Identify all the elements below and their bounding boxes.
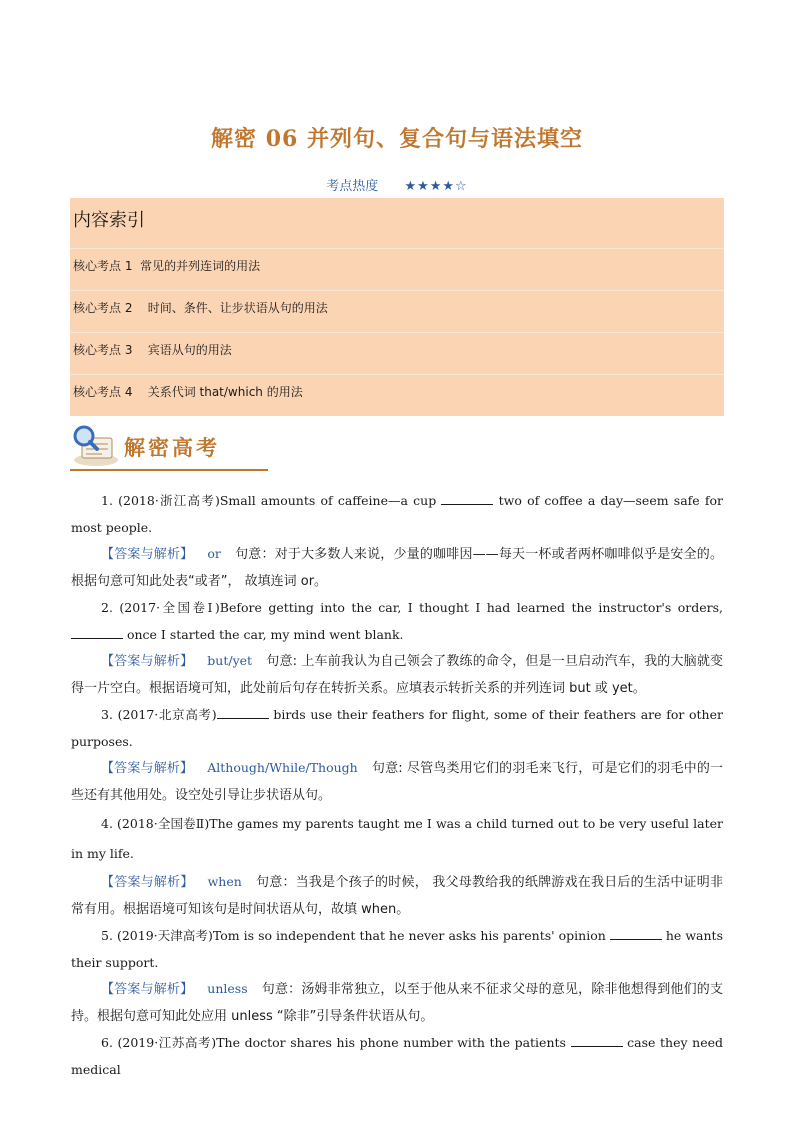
answer-value: unless (207, 981, 248, 996)
index-item: 核心考点 1 常见的并列连词的用法 (70, 249, 724, 291)
question-item: 5. (2019·天津高考)Tom is so independent that he never asks his parents' opinion he wants their support. (71, 928, 723, 970)
section-title: 解密高考 (124, 435, 220, 460)
explanation: 句意：当我是个孩子的时候， 我父母教给我的纸牌游戏在我日后的生活中证明非常有用。根据语境可知该句是时间状语从句，故填 when。 (71, 875, 723, 917)
section-underline (70, 469, 268, 471)
heat-label: 考点热度 (326, 179, 379, 194)
answer-tag: 【答案与解析】 (101, 761, 194, 776)
question-item: 1. (2018·浙江高考)Small amounts of caffeine—a cup two of coffee a day—seem safe for most people. (71, 493, 724, 535)
index-heading: 内容索引 (70, 198, 724, 249)
answer-tag: 【答案与解析】 (101, 654, 194, 669)
answer-tag: 【答案与解析】 (101, 875, 194, 890)
explanation: 句意：汤姆非常独立，以至于他从来不征求父母的意见，除非他想得到他们的支持。根据句意可知此处应用 unless “除非”引导条件状语从句。 (71, 982, 723, 1024)
explanation: 句意：对于大多数人来说，少量的咖啡因——每天一杯或者两杯咖啡似乎是安全的。根据句意可知此处表“或者”， 故填连词 or。 (71, 547, 723, 589)
index-item: 核心考点 2 时间、条件、让步状语从句的用法 (70, 291, 724, 333)
explanation: 句意: 上车前我认为自己领会了教练的命令，但是一旦启动汽车，我的大脑就变得一片空白。根据语境可知，此处前后句存在转折关系。应填表示转折关系的并列连词 but 或 yet。 (71, 654, 723, 696)
question-item: 2. (2017·全国卷Ⅰ)Before getting into the car, I thought I had learned the instructor's orders, once I started the car, my mind went blank. (71, 595, 723, 648)
answer-analysis (71, 976, 723, 1030)
question-item: 6. (2019·江苏高考)The doctor shares his phone number with the patients case they need medical (71, 1035, 723, 1077)
explanation: 句意: 尽管鸟类用它们的羽毛来飞行，可是它们的羽毛中的一些还有其他用处。设空处引导让步状语从句。 (71, 761, 723, 803)
page-title: 解密 06 并列句、复合句与语法填空 (211, 126, 583, 152)
answer-blank (217, 706, 269, 719)
answer-blank (441, 492, 493, 505)
answer-value: when (207, 874, 242, 889)
index-item: 核心考点 4 关系代词 that/which 的用法 (73, 385, 303, 399)
question-item: 4. (2018·全国卷Ⅱ)The games my parents taught me I was a child turned out to be very useful later in my life. (71, 816, 723, 861)
answer-value: or (207, 546, 221, 561)
answer-value: but/yet (207, 653, 253, 668)
answer-tag: 【答案与解析】 (101, 547, 194, 562)
answer-analysis (71, 755, 723, 809)
answer-blank (571, 1034, 623, 1047)
answer-blank (71, 626, 123, 639)
magnifier-document-icon (70, 424, 122, 468)
question-item: 3. (2017·北京高考) birds use their feathers for flight, some of their feathers are for other purposes. (71, 707, 723, 749)
answer-analysis (71, 869, 723, 923)
answer-value: Although/While/Though (207, 760, 358, 775)
section-banner (70, 424, 270, 472)
answer-analysis (71, 648, 723, 702)
content-index (70, 198, 724, 416)
answer-tag: 【答案与解析】 (101, 982, 194, 997)
index-item: 核心考点 3 宾语从句的用法 (70, 333, 724, 375)
question-list (71, 488, 723, 1083)
answer-analysis (71, 541, 723, 595)
heat-rating (0, 175, 794, 194)
answer-blank (610, 927, 662, 940)
star-rating-icon: ★★★★☆ (404, 179, 468, 194)
